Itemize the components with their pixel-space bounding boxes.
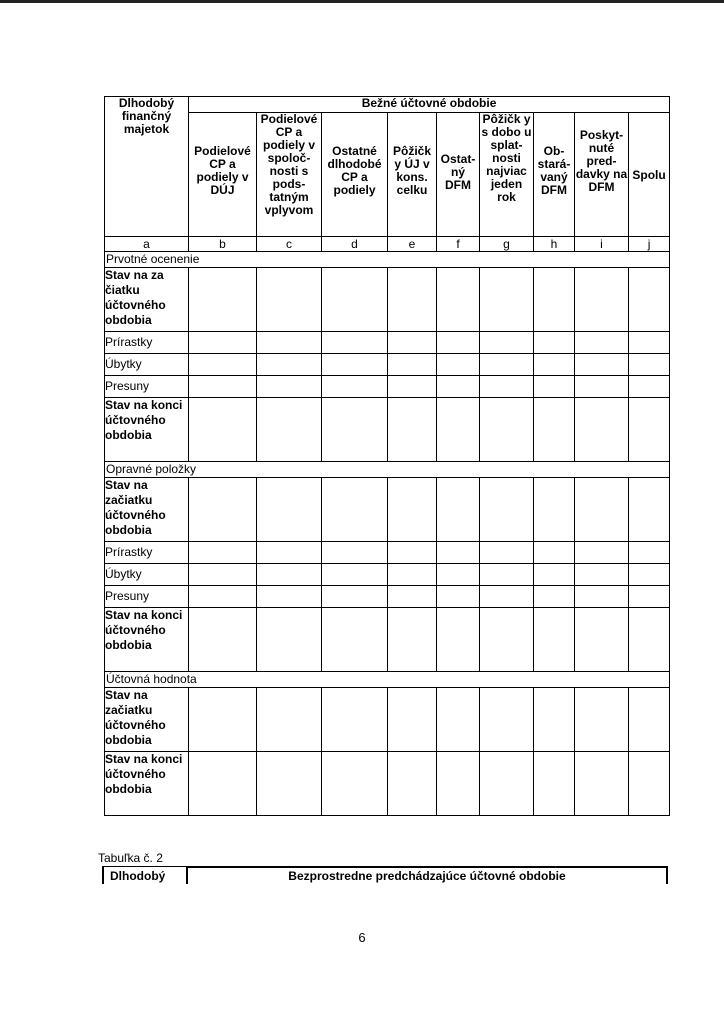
row-label: Stav na konci účtovného obdobia bbox=[105, 398, 189, 462]
table-cell[interactable] bbox=[257, 376, 322, 398]
table-cell[interactable] bbox=[575, 376, 629, 398]
table-cell[interactable] bbox=[388, 564, 437, 586]
table-cell[interactable] bbox=[534, 376, 575, 398]
section-title: Účtovná hodnota bbox=[105, 672, 670, 688]
page-number: 6 bbox=[358, 930, 366, 945]
table-cell[interactable] bbox=[189, 688, 257, 752]
table-cell[interactable] bbox=[534, 332, 575, 354]
table-cell[interactable] bbox=[257, 478, 322, 542]
group-header: Bežné účtovné obdobie bbox=[189, 97, 670, 113]
table-cell[interactable] bbox=[480, 398, 534, 462]
table-cell[interactable] bbox=[322, 586, 388, 608]
table-cell[interactable] bbox=[257, 268, 322, 332]
column-header-h-text: Ob- stará- vaný DFM bbox=[537, 144, 571, 197]
table-cell[interactable] bbox=[534, 752, 575, 816]
table-cell[interactable] bbox=[480, 586, 534, 608]
table-cell[interactable] bbox=[388, 688, 437, 752]
table-cell[interactable] bbox=[257, 564, 322, 586]
table-cell[interactable] bbox=[629, 608, 670, 672]
table-cell[interactable] bbox=[534, 398, 575, 462]
table-cell[interactable] bbox=[322, 332, 388, 354]
t2-group-header: Bezprostredne predchádzajúce účtovné obdobie bbox=[188, 866, 668, 884]
table-row bbox=[105, 354, 670, 376]
table-cell[interactable] bbox=[437, 398, 480, 462]
column-header-j-text: Spolu bbox=[632, 168, 666, 182]
column-header-e bbox=[388, 113, 437, 237]
table-row bbox=[105, 478, 670, 542]
table-cell[interactable] bbox=[189, 608, 257, 672]
table-cell[interactable] bbox=[388, 268, 437, 332]
table-cell[interactable] bbox=[388, 478, 437, 542]
column-header-a bbox=[105, 97, 189, 237]
table-cell[interactable] bbox=[437, 608, 480, 672]
row-label: Úbytky bbox=[105, 564, 189, 586]
table-cell[interactable] bbox=[189, 268, 257, 332]
row-label: Stav na konci účtovného obdobia bbox=[105, 608, 189, 672]
table-cell[interactable] bbox=[480, 376, 534, 398]
column-letter-e: e bbox=[388, 237, 437, 252]
row-label: Stav na konci účtovného obdobia bbox=[105, 752, 189, 816]
table-cell[interactable] bbox=[388, 542, 437, 564]
table-cell[interactable] bbox=[189, 542, 257, 564]
table-cell[interactable] bbox=[437, 752, 480, 816]
column-header-g bbox=[480, 113, 534, 237]
t2-column-header-a: Dlhodobý bbox=[102, 866, 188, 884]
table-cell[interactable] bbox=[575, 268, 629, 332]
column-letter-c: c bbox=[257, 237, 322, 252]
table-cell[interactable] bbox=[189, 398, 257, 462]
table-cell[interactable] bbox=[575, 752, 629, 816]
column-header-b-text: Podielové CP a podiely v DÚJ bbox=[194, 144, 251, 197]
table-cell[interactable] bbox=[437, 332, 480, 354]
table-caption: Tabuľka č. 2 bbox=[98, 851, 163, 865]
table-cell[interactable] bbox=[388, 354, 437, 376]
table-cell[interactable] bbox=[322, 478, 388, 542]
table-cell[interactable] bbox=[534, 268, 575, 332]
column-header-i-text: Poskyt- nuté pred- davky na DFM bbox=[575, 128, 628, 194]
table-cell[interactable] bbox=[437, 268, 480, 332]
column-header-e-text: Pôžičk y ÚJ v kons. celku bbox=[392, 144, 431, 197]
column-letter-i: i bbox=[575, 237, 629, 252]
table-cell[interactable] bbox=[480, 564, 534, 586]
table-cell[interactable] bbox=[629, 332, 670, 354]
table-cell[interactable] bbox=[575, 608, 629, 672]
table-cell[interactable] bbox=[629, 752, 670, 816]
section-row bbox=[105, 672, 670, 688]
table-row bbox=[105, 398, 670, 462]
column-header-c bbox=[257, 113, 322, 237]
table-cell[interactable] bbox=[388, 608, 437, 672]
table-cell[interactable] bbox=[575, 354, 629, 376]
column-header-i bbox=[575, 113, 629, 237]
table-row bbox=[105, 564, 670, 586]
table-cell[interactable] bbox=[322, 542, 388, 564]
table-cell[interactable] bbox=[480, 688, 534, 752]
table-cell[interactable] bbox=[480, 332, 534, 354]
column-letter-h: h bbox=[534, 237, 575, 252]
table-cell[interactable] bbox=[575, 332, 629, 354]
row-label: Presuny bbox=[105, 376, 189, 398]
table-cell[interactable] bbox=[480, 268, 534, 332]
table-cell[interactable] bbox=[534, 608, 575, 672]
row-label: Prírastky bbox=[105, 332, 189, 354]
table-cell[interactable] bbox=[534, 586, 575, 608]
table-cell[interactable] bbox=[257, 542, 322, 564]
table-cell[interactable] bbox=[322, 688, 388, 752]
row-label: Stav na začiatku účtovného obdobia bbox=[105, 478, 189, 542]
table-cell[interactable] bbox=[257, 586, 322, 608]
row-label: Stav na za čiatku účtovného obdobia bbox=[105, 268, 189, 332]
table-cell[interactable] bbox=[534, 564, 575, 586]
section-title: Prvotné ocenenie bbox=[105, 252, 670, 268]
table-cell[interactable] bbox=[629, 542, 670, 564]
table-cell[interactable] bbox=[437, 542, 480, 564]
table-cell[interactable] bbox=[480, 608, 534, 672]
table-cell[interactable] bbox=[534, 688, 575, 752]
table-cell[interactable] bbox=[388, 332, 437, 354]
section-row bbox=[105, 252, 670, 268]
table-cell[interactable] bbox=[189, 586, 257, 608]
table-cell[interactable] bbox=[575, 398, 629, 462]
table-cell[interactable] bbox=[257, 332, 322, 354]
table-cell[interactable] bbox=[189, 376, 257, 398]
table-row bbox=[105, 332, 670, 354]
column-header-b bbox=[189, 113, 257, 237]
table-row bbox=[105, 752, 670, 816]
table-cell[interactable] bbox=[575, 478, 629, 542]
table-cell[interactable] bbox=[629, 354, 670, 376]
table-cell[interactable] bbox=[480, 354, 534, 376]
table-cell[interactable] bbox=[189, 752, 257, 816]
table-row bbox=[105, 608, 670, 672]
table-cell[interactable] bbox=[189, 354, 257, 376]
column-header-g-text: Pôžičk y s dobo u splat- nosti najviac jeden rok bbox=[481, 112, 532, 204]
section-row bbox=[105, 462, 670, 478]
table-cell[interactable] bbox=[534, 478, 575, 542]
column-header-c-text: Podielové CP a podiely v spoloč- nosti s pods- tatným vplyvom bbox=[260, 112, 318, 217]
table-cell[interactable] bbox=[322, 376, 388, 398]
table-cell[interactable] bbox=[388, 398, 437, 462]
row-label: Úbytky bbox=[105, 354, 189, 376]
column-letter-g: g bbox=[480, 237, 534, 252]
table-row bbox=[105, 376, 670, 398]
row-label: Presuny bbox=[105, 586, 189, 608]
table-cell[interactable] bbox=[480, 478, 534, 542]
table-cell[interactable] bbox=[629, 268, 670, 332]
table-cell[interactable] bbox=[257, 608, 322, 672]
column-letter-d: d bbox=[322, 237, 388, 252]
table-cell[interactable] bbox=[322, 354, 388, 376]
table-current-period bbox=[104, 96, 670, 816]
table-cell[interactable] bbox=[189, 478, 257, 542]
table-cell[interactable] bbox=[629, 478, 670, 542]
table-cell[interactable] bbox=[575, 564, 629, 586]
table-cell[interactable] bbox=[629, 586, 670, 608]
table-cell[interactable] bbox=[322, 608, 388, 672]
column-header-d bbox=[322, 113, 388, 237]
table-cell[interactable] bbox=[322, 268, 388, 332]
table-row bbox=[105, 688, 670, 752]
table-cell[interactable] bbox=[388, 376, 437, 398]
column-header-f-text: Ostat- ný DFM bbox=[440, 152, 476, 192]
table-cell[interactable] bbox=[189, 332, 257, 354]
column-letter-f: f bbox=[437, 237, 480, 252]
table-cell[interactable] bbox=[257, 752, 322, 816]
table-cell[interactable] bbox=[629, 564, 670, 586]
table-row bbox=[105, 586, 670, 608]
table-cell[interactable] bbox=[257, 398, 322, 462]
table-previous-period bbox=[102, 866, 668, 886]
column-header-f bbox=[437, 113, 480, 237]
row-label: Stav na začiatku účtovného obdobia bbox=[105, 688, 189, 752]
table-cell[interactable] bbox=[575, 586, 629, 608]
table-cell[interactable] bbox=[575, 688, 629, 752]
column-letter-a: a bbox=[105, 237, 189, 252]
column-header-h bbox=[534, 113, 575, 237]
table-cell[interactable] bbox=[388, 752, 437, 816]
table-cell[interactable] bbox=[437, 354, 480, 376]
table-row bbox=[105, 542, 670, 564]
column-letter-j: j bbox=[629, 237, 670, 252]
table-cell[interactable] bbox=[480, 542, 534, 564]
column-header-a-text: Dlhodobý finančný majetok bbox=[118, 96, 175, 136]
table-cell[interactable] bbox=[437, 688, 480, 752]
table-row bbox=[105, 268, 670, 332]
top-border-line bbox=[0, 0, 724, 3]
table-cell[interactable] bbox=[575, 542, 629, 564]
section-title: Opravné položky bbox=[105, 462, 670, 478]
table-cell[interactable] bbox=[388, 586, 437, 608]
table-cell[interactable] bbox=[437, 376, 480, 398]
table-cell[interactable] bbox=[437, 564, 480, 586]
table-cell[interactable] bbox=[480, 752, 534, 816]
table-cell[interactable] bbox=[534, 354, 575, 376]
table-cell[interactable] bbox=[257, 688, 322, 752]
table-cell[interactable] bbox=[322, 752, 388, 816]
table-cell[interactable] bbox=[629, 376, 670, 398]
row-label: Prírastky bbox=[105, 542, 189, 564]
table-cell[interactable] bbox=[437, 586, 480, 608]
table-cell[interactable] bbox=[322, 564, 388, 586]
column-header-d-text: Ostatné dlhodobé CP a podiely bbox=[327, 144, 382, 197]
table-cell[interactable] bbox=[629, 398, 670, 462]
table-cell[interactable] bbox=[629, 688, 670, 752]
table-cell[interactable] bbox=[189, 564, 257, 586]
table-cell[interactable] bbox=[437, 478, 480, 542]
column-letter-b: b bbox=[189, 237, 257, 252]
table-cell[interactable] bbox=[534, 542, 575, 564]
table-cell[interactable] bbox=[322, 398, 388, 462]
fixed-assets-table bbox=[104, 96, 669, 816]
column-header-j bbox=[629, 113, 670, 237]
table-cell[interactable] bbox=[257, 354, 322, 376]
